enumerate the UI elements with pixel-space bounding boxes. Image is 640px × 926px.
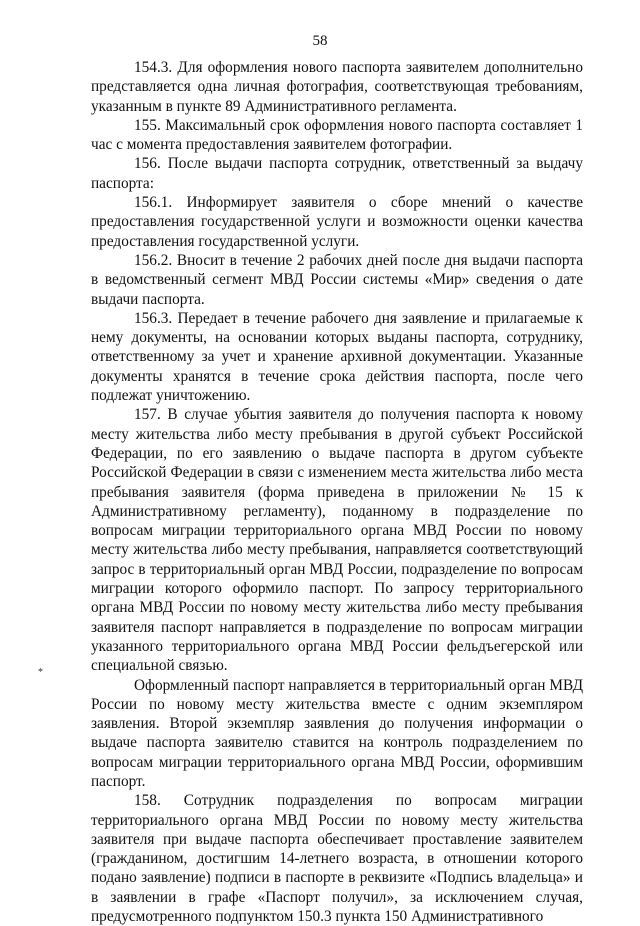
document-body: [91, 58, 583, 926]
paragraph-156-3: 156.3. Передает в течение рабочего дня заявление и прилагаемые к нему документы, на основании которых выданы паспорта, сотруднику, ответственному за учет и хранение архивной документации. Указанные документы хранятся в течение срока действия паспорта, после чего подлежат уничтожению.: [91, 309, 583, 405]
margin-mark: *: [38, 667, 43, 678]
paragraph-158: 158. Сотрудник подразделения по вопросам миграции территориального органа МВД России по новому месту жительства заявителя при выдаче паспорта обеспечивает проставление заявителем (гражданином, достигшим 14-летнего возраста, в отношении которого подано заявление) подписи в паспорте в реквизите «Подпись владельца» и в заявлении в графе «Паспорт получил», за исключением случая, предусмотренного подпунктом 150.3 пункта 150 Административного: [91, 792, 583, 926]
paragraph-157-continued: Оформленный паспорт направляется в территориальный орган МВД России по новому месту жительства вместе с одним экземпляром заявления. Второй экземпляр заявления до получения информации о выдаче паспорта заявителю ставится на контроль подразделением по вопросам миграции территориального органа МВД России, оформившим паспорт.: [91, 676, 583, 790]
paragraph-154-3: 154.3. Для оформления нового паспорта заявителем дополнительно представляется одна личная фотография, соответствующая требованиям, указанным в пункте 89 Административного регламента.: [91, 59, 583, 115]
paragraph-157: 157. В случае убытия заявителя до получения паспорта к новому месту жительства либо месту пребывания в другой субъект Российской Федерации, по его заявлению о выдаче паспорта в другом субъекте Российской Федерации в связи с изменением места жительства либо места пребывания заявителя (форма приведена в приложении № 15 к Административному регламенту), поданному в подразделение по вопросам миграции территориального органа МВД России по новому месту жительства либо месту пребывания, направляется соответствующий запрос в территориальный орган МВД России, подразделение по вопросам миграции которого оформило паспорт. По запросу территориального органа МВД России по новому месту жительства либо месту пребывания заявителя паспорт направляется в подразделение по вопросам миграции указанного территориального органа МВД России фельдъегерской или специальной связью.: [91, 406, 583, 675]
paragraph-155: 155. Максимальный срок оформления нового паспорта составляет 1 час с момента предоставления заявителем фотографии.: [91, 116, 583, 154]
paragraph-156-1: 156.1. Информирует заявителя о сборе мнений о качестве предоставления государственной услуги и возможности оценки качества предоставления государственной услуги.: [91, 194, 583, 250]
paragraph-156: 156. После выдачи паспорта сотрудник, ответственный за выдачу паспорта:: [91, 155, 583, 192]
paragraph-156-2: 156.2. Вносит в течение 2 рабочих дней после дня выдачи паспорта в ведомственный сегмент МВД России системы «Мир» сведения о дате выдачи паспорта.: [91, 251, 583, 308]
page-number: 58: [312, 33, 328, 49]
